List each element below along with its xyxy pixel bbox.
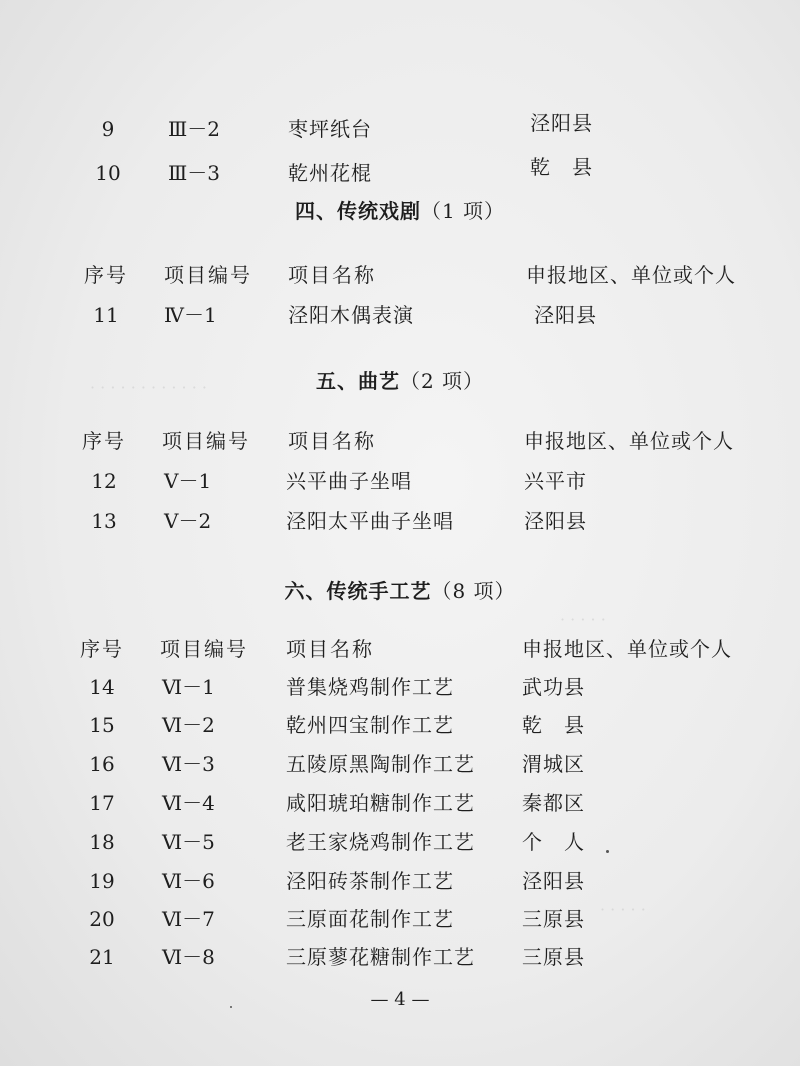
row-number: 21 (89, 945, 115, 969)
table-row (0, 708, 800, 742)
row-code: Ⅴ－2 (164, 509, 212, 533)
row-code: Ⅳ－1 (164, 303, 217, 327)
row-region: 泾阳县 (530, 111, 593, 135)
table-row (0, 464, 800, 498)
row-region: 泾阳县 (534, 303, 597, 327)
row-name: 咸阳琥珀糖制作工艺 (286, 791, 475, 815)
row-name: 泾阳木偶表演 (288, 303, 414, 327)
row-code: Ⅲ－3 (168, 161, 221, 185)
row-name: 乾州花棍 (288, 161, 372, 185)
row-name: 枣坪纸台 (288, 117, 372, 141)
table-row (0, 786, 800, 820)
row-code: Ⅵ－5 (162, 830, 215, 854)
row-number: 16 (89, 752, 115, 776)
table-row (0, 112, 800, 146)
table-row (0, 747, 800, 781)
row-code: Ⅵ－1 (162, 675, 215, 699)
row-region: 渭城区 (522, 752, 585, 776)
table-header (0, 424, 800, 458)
page-number: — 4 — (370, 989, 430, 1010)
row-number: 19 (89, 869, 115, 893)
header-name: 项目名称 (288, 429, 376, 453)
section-title: 五、曲艺 (315, 369, 400, 393)
section-count: （2 项） (399, 369, 485, 393)
row-number: 18 (89, 830, 115, 854)
row-number: 20 (89, 907, 115, 931)
row-code: Ⅵ－8 (162, 945, 215, 969)
row-code: Ⅲ－2 (168, 117, 221, 141)
ink-speck (606, 850, 609, 853)
row-name: 泾阳砖茶制作工艺 (286, 869, 454, 893)
row-number: 9 (101, 117, 115, 141)
row-code: Ⅵ－2 (162, 713, 215, 737)
table-row (0, 940, 800, 974)
header-no: 序号 (84, 263, 128, 287)
table-row (0, 504, 800, 538)
section-count: （8 项） (431, 579, 516, 603)
table-header (0, 632, 800, 666)
row-region: 兴平市 (524, 469, 587, 493)
row-code: Ⅵ－7 (162, 907, 215, 931)
header-name: 项目名称 (286, 637, 374, 661)
table-row (0, 156, 800, 190)
row-code: Ⅵ－6 (162, 869, 215, 893)
table-row (0, 670, 800, 704)
table-header (0, 258, 800, 292)
section-title: 四、传统戏剧 (294, 199, 421, 223)
header-no: 序号 (82, 429, 126, 453)
section-heading (0, 194, 800, 228)
row-name: 三原蓼花糖制作工艺 (286, 945, 475, 969)
row-number: 14 (89, 675, 115, 699)
row-number: 17 (89, 791, 115, 815)
table-row (0, 825, 800, 859)
row-code: Ⅵ－4 (162, 791, 215, 815)
header-name: 项目名称 (288, 263, 376, 287)
header-code: 项目编号 (160, 637, 248, 661)
row-region: 秦都区 (522, 791, 585, 815)
row-name: 五陵原黑陶制作工艺 (286, 752, 475, 776)
table-row (0, 902, 800, 936)
bleed-through-text: · · · · · (600, 900, 646, 919)
row-name: 普集烧鸡制作工艺 (286, 675, 454, 699)
row-name: 兴平曲子坐唱 (286, 469, 412, 493)
row-region: 三原县 (522, 945, 585, 969)
header-region: 申报地区、单位或个人 (522, 637, 732, 661)
header-region: 申报地区、单位或个人 (524, 429, 734, 453)
section-heading (0, 364, 800, 398)
row-region: 乾 县 (522, 713, 585, 737)
row-number: 12 (91, 469, 117, 493)
section-count: （1 项） (420, 199, 506, 223)
row-region: 泾阳县 (524, 509, 587, 533)
header-no: 序号 (80, 637, 124, 661)
section-heading (0, 574, 800, 608)
row-name: 三原面花制作工艺 (286, 907, 454, 931)
row-name: 泾阳太平曲子坐唱 (286, 509, 454, 533)
row-region: 个 人 (522, 830, 585, 854)
header-region: 申报地区、单位或个人 (526, 263, 736, 287)
row-name: 乾州四宝制作工艺 (286, 713, 454, 737)
header-code: 项目编号 (164, 263, 252, 287)
table-row (0, 864, 800, 898)
row-number: 11 (93, 303, 119, 327)
row-region: 乾 县 (530, 155, 593, 179)
bleed-through-text: · · · · · (560, 610, 606, 629)
row-number: 15 (89, 713, 115, 737)
table-row (0, 298, 800, 332)
bleed-through-text: · · · · · · · · · · · · (90, 378, 207, 397)
row-number: 13 (91, 509, 117, 533)
row-number: 10 (95, 161, 121, 185)
row-name: 老王家烧鸡制作工艺 (286, 830, 475, 854)
section-title: 六、传统手工艺 (284, 579, 432, 603)
row-region: 武功县 (522, 675, 585, 699)
row-region: 泾阳县 (522, 869, 585, 893)
row-region: 三原县 (522, 907, 585, 931)
header-code: 项目编号 (162, 429, 250, 453)
row-code: Ⅴ－1 (164, 469, 212, 493)
row-code: Ⅵ－3 (162, 752, 215, 776)
